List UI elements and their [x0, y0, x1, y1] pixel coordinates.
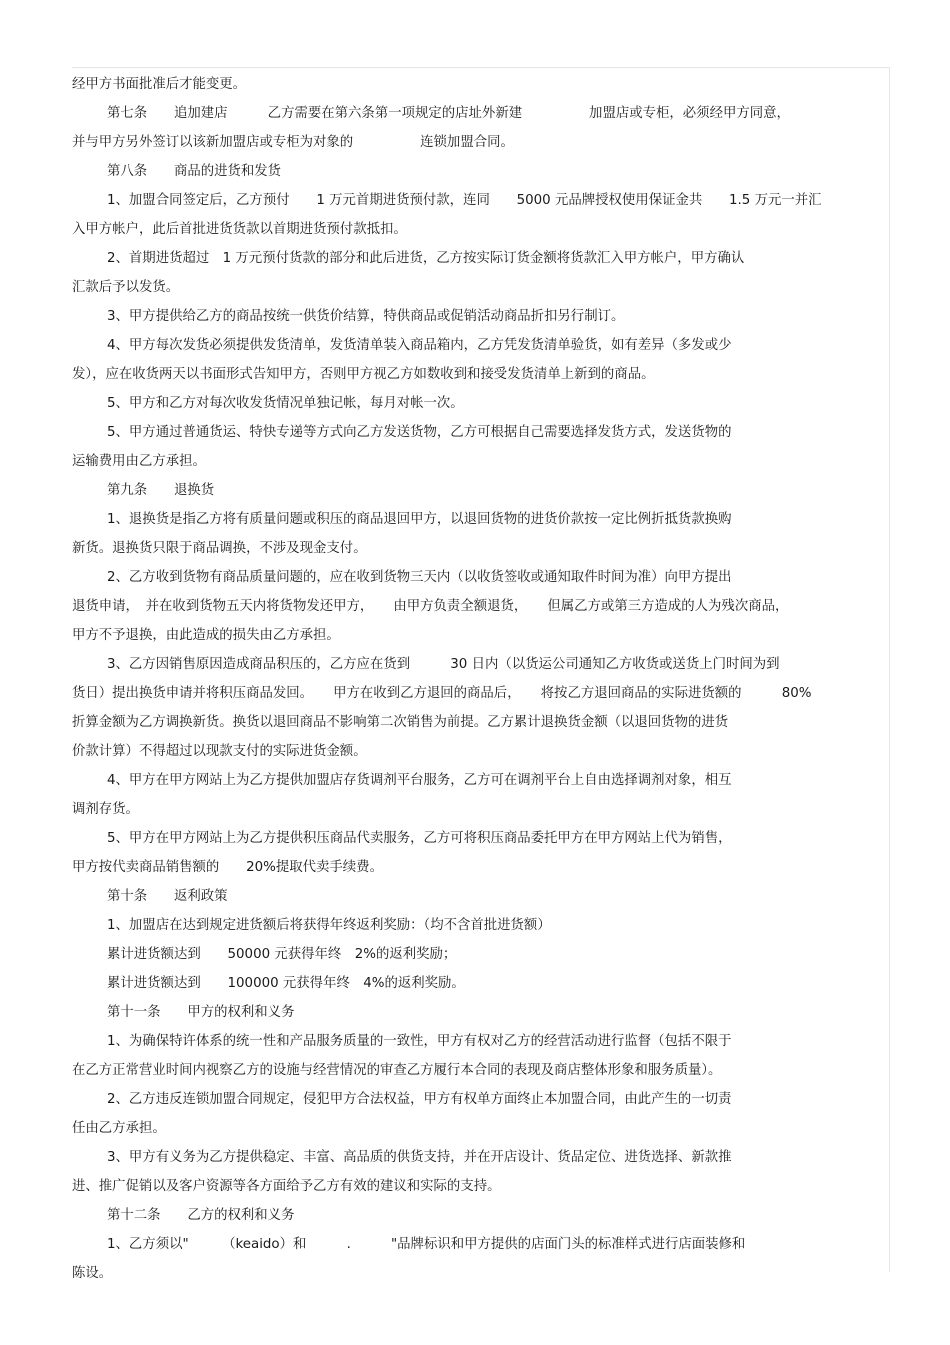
text-line: 经甲方书面批准后才能变更。: [72, 77, 247, 92]
text-line: 2、首期进货超过 1 万元预付货款的部分和此后进货，乙方按实际订货金额将货款汇入甲方帐户，甲方确认: [107, 251, 745, 266]
page-border-right: [889, 67, 890, 1272]
text-line: 第十条 返利政策: [107, 889, 228, 904]
text-line: 1、加盟店在达到规定进货额后将获得年终返利奖励：（均不含首批进货额）: [107, 918, 551, 933]
text-line: 第八条 商品的进货和发货: [107, 164, 282, 179]
text-line: 甲方按代卖商品销售额的 20%提取代卖手续费。: [72, 860, 383, 875]
text-line: 折算金额为乙方调换新货。换货以退回商品不影响第二次销售为前提。乙方累计退换货金额（以退回货物的进货: [72, 715, 729, 730]
text-line: 3、乙方因销售原因造成商品积压的，乙方应在货到 30 日内（以货运公司通知乙方收货或送货上门时间为到: [107, 657, 780, 672]
text-line: 1、为确保特许体系的统一性和产品服务质量的一致性，甲方有权对乙方的经营活动进行监督（包括不限于: [107, 1034, 732, 1049]
text-line: 累计进货额达到 100000 元获得年终 4%的返利奖励。: [107, 976, 465, 991]
text-line: 新货。退换货只限于商品调换，不涉及现金支付。: [72, 541, 367, 556]
text-line: 发），应在收货两天以书面形式告知甲方，否则甲方视乙方如数收到和接受发货清单上新到的商品。: [72, 367, 655, 382]
text-line: 退货申请， 并在收到货物五天内将货物发还甲方， 由甲方负责全额退货， 但属乙方或第三方造成的人为残次商品，: [72, 599, 789, 614]
text-line: 甲方不予退换，由此造成的损失由乙方承担。: [72, 628, 340, 643]
text-line: 累计进货额达到 50000 元获得年终 2%的返利奖励；: [107, 947, 457, 962]
document-body: [72, 70, 888, 1288]
text-line: 汇款后予以发货。: [72, 280, 180, 295]
text-line: 并与甲方另外签订以该新加盟店或专柜为对象的 连锁加盟合同。: [72, 135, 514, 150]
text-line: 5、甲方和乙方对每次收发货情况单独记帐，每月对帐一次。: [107, 396, 464, 411]
text-line: 陈设。: [72, 1266, 113, 1281]
text-line: 2、乙方违反连锁加盟合同规定，侵犯甲方合法权益，甲方有权单方面终止本加盟合同，由此产生的一切责: [107, 1092, 732, 1107]
text-line: 第七条 追加建店 乙方需要在第六条第一项规定的店址外新建 加盟店或专柜，必须经甲方同意，: [107, 106, 790, 121]
text-line: 运输费用由乙方承担。: [72, 454, 206, 469]
text-line: 2、乙方收到货物有商品质量问题的，应在收到货物三天内（以收货签收或通知取件时间为准）向甲方提出: [107, 570, 732, 585]
text-line: 1、退换货是指乙方将有质量问题或积压的商品退回甲方，以退回货物的进货价款按一定比例折抵货款换购: [107, 512, 732, 527]
text-line: 5、甲方通过普通货运、特快专递等方式向乙方发送货物，乙方可根据自己需要选择发货方式，发送货物的: [107, 425, 732, 440]
text-line: 第十二条 乙方的权利和义务: [107, 1208, 295, 1223]
text-line: 第九条 退换货: [107, 483, 215, 498]
text-line: 调剂存货。: [72, 802, 139, 817]
text-line: 第十一条 甲方的权利和义务: [107, 1005, 295, 1020]
text-line: 1、乙方须以" （keaido）和 . "品牌标识和甲方提供的店面门头的标准样式进行店面装修和: [107, 1237, 746, 1252]
text-line: 货日）提出换货申请并将积压商品发回。 甲方在收到乙方退回的商品后， 将按乙方退回商品的实际进货额的 80%: [72, 686, 812, 701]
text-line: 入甲方帐户，此后首批进货货款以首期进货预付款抵扣。: [72, 222, 407, 237]
text-line: 4、甲方每次发货必须提供发货清单，发货清单装入商品箱内，乙方凭发货清单验货，如有差异（多发或少: [107, 338, 732, 353]
text-line: 4、甲方在甲方网站上为乙方提供加盟店存货调剂平台服务，乙方可在调剂平台上自由选择调剂对象，相互: [107, 773, 732, 788]
text-line: 进、推广促销以及客户资源等各方面给予乙方有效的建议和实际的支持。: [72, 1179, 501, 1194]
text-line: 1、加盟合同签定后，乙方预付 1 万元首期进货预付款，连同 5000 元品牌授权使用保证金共 1.5 万元一并汇: [107, 193, 822, 208]
text-line: 3、甲方有义务为乙方提供稳定、丰富、高品质的供货支持，并在开店设计、货品定位、进货选择、新款推: [107, 1150, 732, 1165]
text-line: 5、甲方在甲方网站上为乙方提供积压商品代卖服务，乙方可将积压商品委托甲方在甲方网站上代为销售，: [107, 831, 732, 846]
text-line: 任由乙方承担。: [72, 1121, 166, 1136]
text-line: 3、甲方提供给乙方的商品按统一供货价结算，特供商品或促销活动商品折扣另行制订。: [107, 309, 625, 324]
text-line: 在乙方正常营业时间内视察乙方的设施与经营情况的审查乙方履行本合同的表现及商店整体形象和服务质量）。: [72, 1063, 722, 1078]
text-line: 价款计算）不得超过以现款支付的实际进货金额。: [72, 744, 367, 759]
page-border-top: [72, 67, 890, 68]
